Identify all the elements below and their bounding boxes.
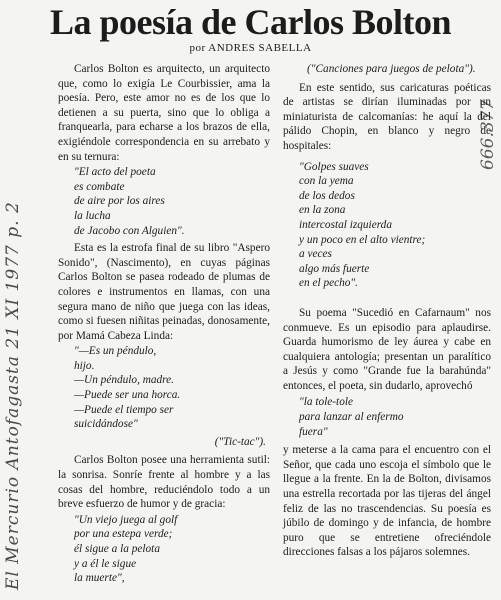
verse-line: intercostal izquierda xyxy=(299,218,392,231)
byline: por ANDRES SABELLA xyxy=(189,42,312,54)
verse-line: con la yema xyxy=(299,175,354,188)
verse-block-1 xyxy=(58,165,270,238)
paragraph-caricaturas: En este sentido, sus caricaturas poéticas de artistas se dirían iluminadas por un miniaturista de calcomanías: he aquí la del pálido Chopin, en blanco y negro de hospitales: xyxy=(283,81,491,152)
citation-canciones: ("Canciones para juegos de pelota"). xyxy=(307,63,476,75)
verse-line: "—Es un péndulo, xyxy=(74,345,157,358)
verse-line: —Puede ser una horca. xyxy=(74,389,181,402)
verse-line: y un poco en el alto vientre; xyxy=(299,233,426,246)
verse-line: por una estepa verde; xyxy=(74,528,173,541)
verse-line: —Puede el tiempo ser xyxy=(74,403,174,416)
handwritten-reference-number: 666.377 xyxy=(478,99,498,170)
verse-line: la lucha xyxy=(74,209,111,222)
verse-line: la muerte", xyxy=(74,572,125,585)
verse-line: —Un péndulo, madre. xyxy=(74,374,174,387)
column-left xyxy=(58,62,270,589)
verse-line: a veces xyxy=(299,248,332,261)
verse-line: de los dedos xyxy=(299,189,355,202)
verse-line: de Jacobo con Alguien". xyxy=(74,224,185,237)
verse-line: en la zona xyxy=(299,204,346,217)
paragraph-aspero-sonido: Esta es la estrofa final de su libro "Aspero Sonido", (Nascimento), en cuyas páginas Carlos Bolton se pasea rodeado de plumas de colores e instrumentos en llamas, con una segura mano de niño que juega con las ideas, como si fuesen niñitas peinadas, donosamente, por Mamá Cabeza Linda: xyxy=(58,242,270,342)
citation-tic-tac: ("Tic-tac"). xyxy=(214,435,266,448)
verse-line: para lanzar al enfermo xyxy=(299,411,404,424)
verse-block-4 xyxy=(283,160,491,291)
verse-line: él sigue a la pelota xyxy=(74,543,160,555)
verse-block-2 xyxy=(58,344,270,432)
column-right xyxy=(283,62,491,561)
verse-line: "la tole-tole xyxy=(299,396,353,409)
verse-line: es combate xyxy=(74,180,125,193)
verse-line: "El acto del poeta xyxy=(74,166,156,179)
verse-line: en el pecho". xyxy=(299,277,359,290)
handwritten-source-note: El Mercurio Antofagasta 21 XI 1977 p. 2 xyxy=(3,201,23,590)
verse-line: hijo. xyxy=(74,359,95,372)
verse-line: "Golpes suaves xyxy=(299,160,369,173)
paragraph-sonrisa: Carlos Bolton posee una herramienta sutil: la sonrisa. Sonríe frente al hombre y a las cosas del hombre, reduciéndolo todo a un breve esfuerzo de humor y de gracia: xyxy=(58,454,270,511)
verse-line: "Un viejo juega al golf xyxy=(74,513,178,526)
paragraph-intro: Carlos Bolton es arquitecto, un arquitecto que, como lo exigía Le Courbissier, ama la poesía. Pero, este amor no es de los que lo detienen a su puerta, sino que lo obliga a franquearla, para echarse a los brazos de ella, exigiéndole correspondencia en su arrebato y en su ternura: xyxy=(58,63,270,163)
verse-line: de aire por los aires xyxy=(74,195,165,208)
paragraph-conclusion: y meterse a la cama para el encuentro con el Señor, que cada uno escoja el símbolo que le llegue a la frente. En la de Bolton, divisamos una estrella recortada por las tijeras del ángel feliz de las no trascendencias. Su poesía es júbilo de domingo y de infancia, de hombre puro que se entretiene ofreciéndole direcciones falsas a los pájaros solemnes. xyxy=(283,444,491,559)
citation-tole-tole xyxy=(283,395,491,439)
verse-block-3 xyxy=(58,513,270,586)
verse-line: algo más fuerte xyxy=(299,262,370,275)
verse-line: suicidándose" xyxy=(74,418,138,431)
verse-line: fuera" xyxy=(299,425,328,438)
article-title: La poesía de Carlos Bolton xyxy=(49,2,452,42)
paragraph-cafarnaum: Su poema "Sucedió en Cafarnaum" nos conmueve. Es un episodio para aplaudirse. Guarda humorismo de ley áurea y cabe en cualquiera antología; presentan un paralítico a Jesús y como "Grande fue la barahúnda" entonces, el poeta, sin dudarlo, aprovechó xyxy=(283,306,491,392)
verse-line: y a él le sigue xyxy=(74,557,137,570)
